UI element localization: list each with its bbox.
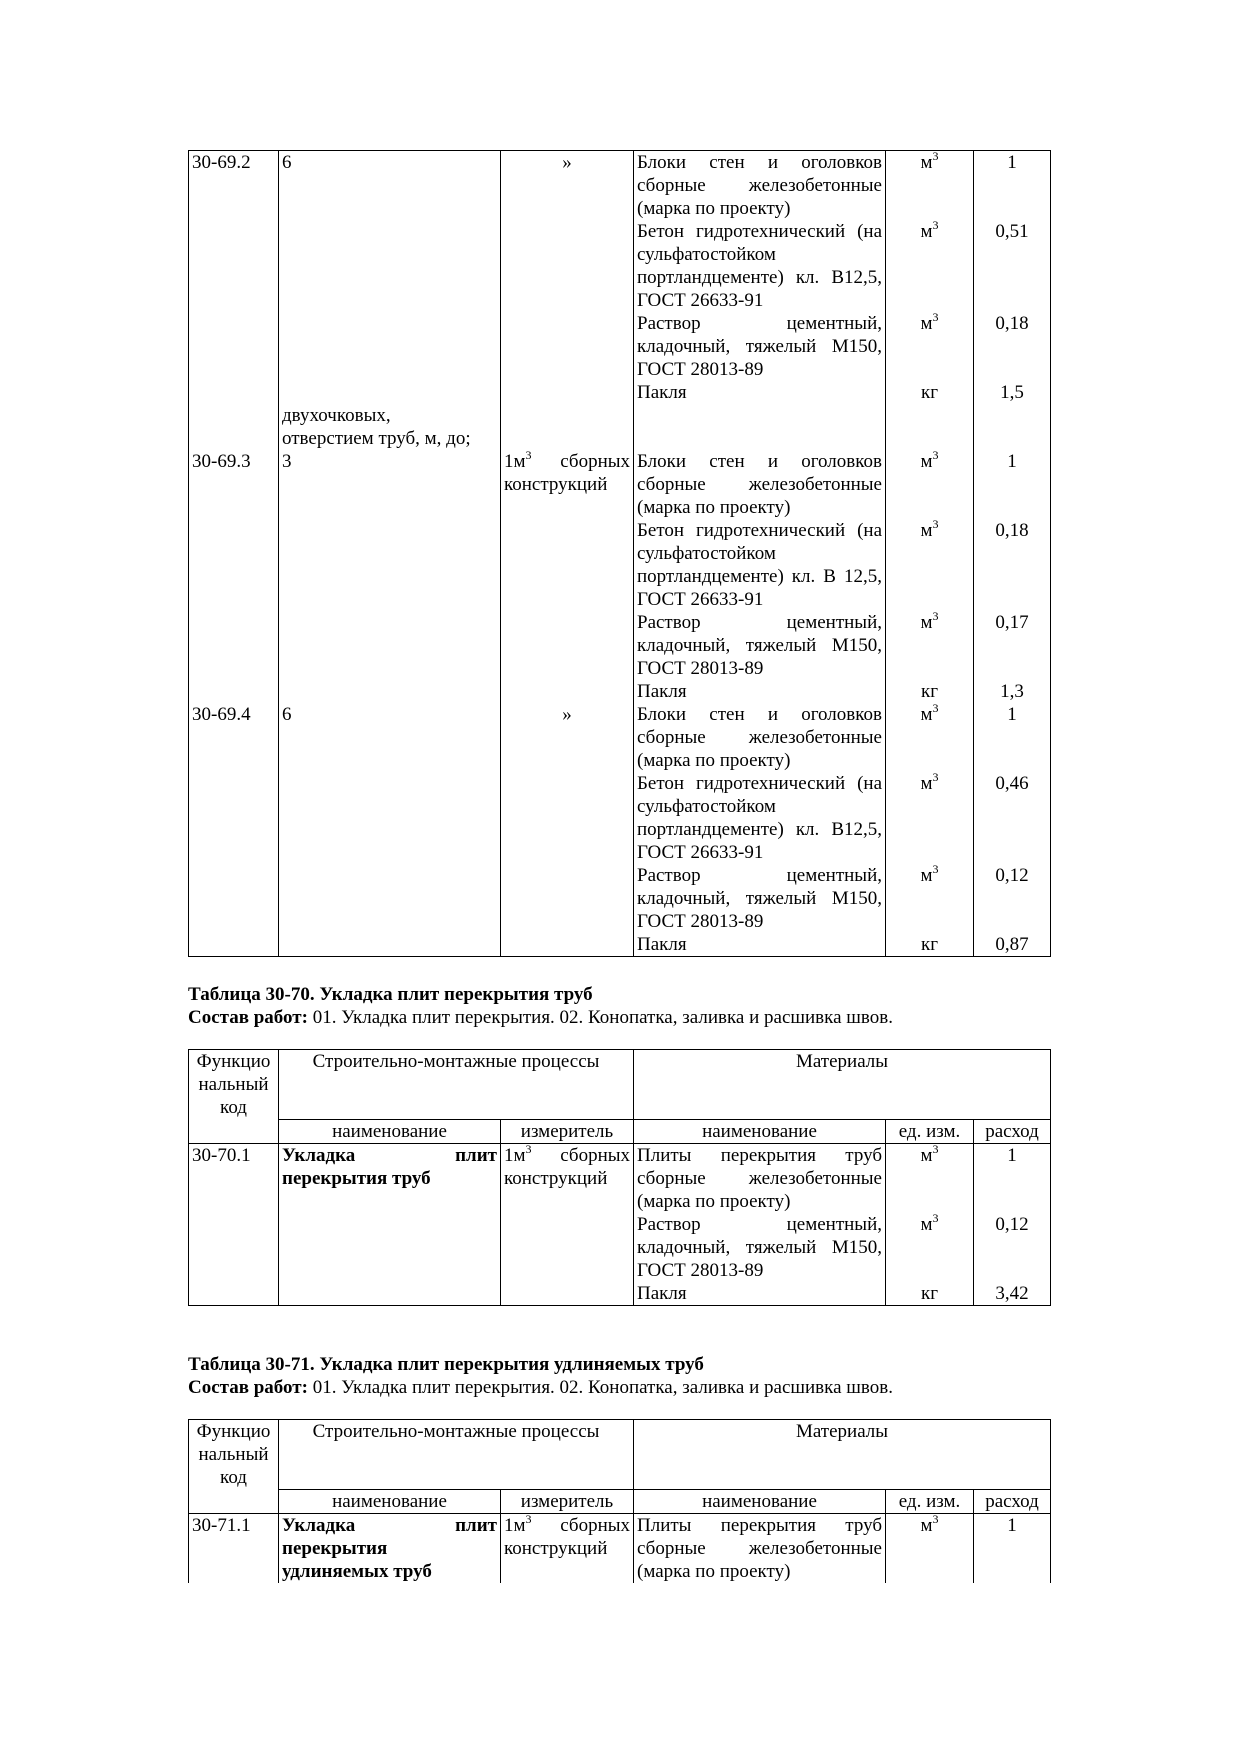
amount-cell: 0,51 [974, 220, 1051, 312]
material-name-cell: Раствор цементный, кладочный, тяжелый М150, ГОСТ 28013-89 [634, 864, 886, 933]
amount-cell: 1,5 [974, 381, 1051, 404]
func-code-cell: 30-69.4 [189, 703, 279, 772]
table-row [189, 450, 1051, 519]
header-func-code: Функцио нальный код [189, 1050, 279, 1144]
material-name-cell: Плиты перекрытия труб сборные железобетонные (марка по проекту) [634, 1144, 886, 1214]
unit-cell: $м^3$ [886, 703, 974, 772]
amount-cell: 0,12 [974, 864, 1051, 933]
table-row [189, 312, 1051, 381]
material-name-cell: Бетон гидротехнический (на сульфатостойком портландцементе) кл. В 12,5, ГОСТ 26633-91 [634, 519, 886, 611]
material-name-cell: Раствор цементный, кладочный, тяжелый М150, ГОСТ 28013-89 [634, 1213, 886, 1282]
table-row [189, 1282, 1051, 1306]
amount-cell: 0,12 [974, 1213, 1051, 1282]
material-name-cell: Блоки стен и оголовков сборные железобетонные (марка по проекту) [634, 151, 886, 221]
amount-cell: 1 [974, 450, 1051, 519]
table-row [189, 680, 1051, 703]
table-row [189, 611, 1051, 680]
header-processes: Строительно-монтажные процессы [279, 1050, 634, 1120]
unit-cell: $м^3$ [886, 864, 974, 933]
table-row [189, 151, 1051, 221]
amount-cell: 0,87 [974, 933, 1051, 957]
func-code-cell: 30-70.1 [189, 1144, 279, 1214]
amount-cell: 0,17 [974, 611, 1051, 680]
measure-cell: $1м^3$ сборных конструкций [501, 1514, 634, 1584]
unit-cell: $м^3$ [886, 611, 974, 680]
process-name-cell: Укладка плит перекрытия труб [279, 1144, 501, 1214]
table-row [189, 772, 1051, 864]
material-name-cell: Бетон гидротехнический (на сульфатостойком портландцементе) кл. В12,5, ГОСТ 26633-91 [634, 772, 886, 864]
header-mat-name: наименование [634, 1490, 886, 1514]
table-subheader-row [189, 1120, 1051, 1144]
amount-cell: 3,42 [974, 1282, 1051, 1306]
table-30-71 [188, 1419, 1051, 1583]
process-name-cell: 6 [279, 151, 501, 221]
header-mat-name: наименование [634, 1120, 886, 1144]
table-subheader-row [189, 1490, 1051, 1514]
amount-cell: 0,18 [974, 312, 1051, 381]
table-row [189, 220, 1051, 312]
material-name-cell: Блоки стен и оголовков сборные железобетонные (марка по проекту) [634, 450, 886, 519]
measure-cell: $1м^3$ сборных конструкций [501, 450, 634, 519]
header-name: наименование [279, 1490, 501, 1514]
header-materials: Материалы [634, 1050, 1051, 1120]
material-name-cell: Раствор цементный, кладочный, тяжелый М150, ГОСТ 28013-89 [634, 611, 886, 680]
material-name-cell: Раствор цементный, кладочный, тяжелый М150, ГОСТ 28013-89 [634, 312, 886, 381]
unit-cell: кг [886, 1282, 974, 1306]
unit-cell: $м^3$ [886, 220, 974, 312]
table-row [189, 933, 1051, 957]
header-measure: измеритель [501, 1490, 634, 1514]
amount-cell: 0,46 [974, 772, 1051, 864]
table-header-row [189, 1420, 1051, 1490]
unit-cell: $м^3$ [886, 1144, 974, 1214]
table-header-row [189, 1050, 1051, 1120]
table-title: Таблица 30-70. Укладка плит перекрытия труб [188, 984, 593, 1005]
amount-cell: 1,3 [974, 680, 1051, 703]
unit-cell: кг [886, 381, 974, 404]
unit-cell: $м^3$ [886, 1213, 974, 1282]
amount-cell: 1 [974, 1514, 1051, 1584]
material-name-cell: Бетон гидротехнический (на сульфатостойком портландцементе) кл. В12,5, ГОСТ 26633-91 [634, 220, 886, 312]
process-name-cell: 6 [279, 703, 501, 772]
func-code-cell: 30-69.2 [189, 151, 279, 221]
material-name-cell: Пакля [634, 381, 886, 404]
amount-cell: 0,18 [974, 519, 1051, 611]
unit-cell: $м^3$ [886, 772, 974, 864]
table-row [189, 381, 1051, 404]
process-name-cell: двухочковых, отверстием труб, м, до; [279, 404, 501, 450]
amount-cell: 1 [974, 703, 1051, 772]
amount-cell: 1 [974, 151, 1051, 221]
header-amount: расход [974, 1120, 1051, 1144]
process-name-cell: 3 [279, 450, 501, 519]
document-page [188, 150, 1050, 1583]
header-amount: расход [974, 1490, 1051, 1514]
header-name: наименование [279, 1120, 501, 1144]
amount-cell: 1 [974, 1144, 1051, 1214]
header-unit: ед. изм. [886, 1120, 974, 1144]
header-func-code: Функцио нальный код [189, 1420, 279, 1514]
material-name-cell: Пакля [634, 680, 886, 703]
unit-cell: кг [886, 933, 974, 957]
header-processes: Строительно-монтажные процессы [279, 1420, 634, 1490]
func-code-cell: 30-69.3 [189, 450, 279, 519]
work-composition: Состав работ: 01. Укладка плит перекрытия. 02. Конопатка, заливка и расшивка швов. [188, 1377, 893, 1398]
unit-cell: кг [886, 680, 974, 703]
table-row [189, 519, 1051, 611]
measure-cell: » [501, 151, 634, 221]
measure-cell: » [501, 703, 634, 772]
table-30-70 [188, 1049, 1051, 1306]
material-name-cell: Пакля [634, 1282, 886, 1306]
table-30-69-continued [188, 150, 1051, 957]
table-row [189, 864, 1051, 933]
table-row [189, 404, 1051, 450]
unit-cell: $м^3$ [886, 151, 974, 221]
work-composition: Состав работ: 01. Укладка плит перекрытия. 02. Конопатка, заливка и расшивка швов. [188, 1007, 893, 1028]
header-measure: измеритель [501, 1120, 634, 1144]
table-row [189, 1213, 1051, 1282]
unit-cell: $м^3$ [886, 312, 974, 381]
table-row [189, 1514, 1051, 1584]
table-row [189, 703, 1051, 772]
unit-cell: $м^3$ [886, 519, 974, 611]
header-unit: ед. изм. [886, 1490, 974, 1514]
material-name-cell: Плиты перекрытия труб сборные железобетонные (марка по проекту) [634, 1514, 886, 1584]
unit-cell: $м^3$ [886, 1514, 974, 1584]
material-name-cell: Блоки стен и оголовков сборные железобетонные (марка по проекту) [634, 703, 886, 772]
material-name-cell: Пакля [634, 933, 886, 957]
func-code-cell: 30-71.1 [189, 1514, 279, 1584]
table-title: Таблица 30-71. Укладка плит перекрытия удлиняемых труб [188, 1354, 704, 1375]
process-name-cell: Укладка плит перекрытия удлиняемых труб [279, 1514, 501, 1584]
table-row [189, 1144, 1051, 1214]
unit-cell: $м^3$ [886, 450, 974, 519]
measure-cell: $1м^3$ сборных конструкций [501, 1144, 634, 1214]
header-materials: Материалы [634, 1420, 1051, 1490]
